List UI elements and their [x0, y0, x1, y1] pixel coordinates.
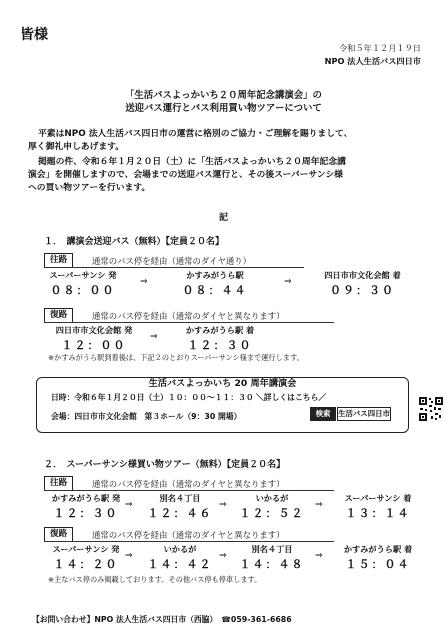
s2-ret-time-4: １５：０４: [345, 558, 411, 571]
para1-line2: 厚く御礼申しあげます。: [28, 142, 125, 152]
s2-out-stop-2: 別名４丁目: [159, 493, 201, 503]
s2-ret-stop-2: いかるが: [163, 544, 197, 554]
s2-out-time-2: １２：４６: [147, 507, 213, 520]
section1-heading: １． 講演会送迎バス（無料）【定員２０名】: [44, 237, 225, 247]
search-term-box[interactable]: 生活バス四日市: [337, 407, 391, 421]
event-details-link[interactable]: ＼詳しくはこちら／: [256, 393, 327, 402]
para2-line2: 演会」を開催しますので、会場までの送迎バス運行と、その後スーパーサンシ様: [28, 170, 343, 180]
s2-outbound-note: 通常のバス停を経由（通常のダイヤと異なります）: [92, 479, 285, 489]
s2-outbound-rule: [44, 490, 334, 491]
salutation: 皆様: [20, 27, 48, 43]
s1-out-stop-3: 四日市市文化会館 着: [324, 270, 401, 280]
s2-outbound-label: 往路: [44, 476, 73, 491]
event-datetime: 日時：令和６年１月２０日（土）１０：００～１１：３０: [51, 393, 254, 402]
contact-info: 【お問い合わせ】NPO 法人生活バス四日市（西脇） ☎059-361-6686: [32, 615, 292, 624]
s2-out-stop-4: スーパーサンシ 着: [344, 493, 412, 503]
s2-return-label: 復路: [44, 527, 73, 542]
arrow-right-icon: ⇒: [284, 277, 292, 287]
s1-out-time-2: ０８：４４: [182, 284, 248, 297]
s2-ret-time-1: １４：２０: [53, 558, 119, 571]
para2-line3: への買い物ツアーを行います。: [28, 183, 151, 193]
issue-date: 令和５年１２月１９日: [339, 43, 421, 53]
arrow-right-icon: ⇒: [150, 332, 158, 342]
arrow-right-icon: ⇒: [140, 277, 148, 287]
arrow-right-icon: ⇒: [315, 551, 323, 561]
s1-ret-time-1: １２：００: [61, 339, 127, 352]
arrow-right-icon: ⇒: [219, 551, 227, 561]
title-line-1: 「生活バスよっかいち２０周年記念講演会」の: [125, 90, 322, 101]
s2-return-note: 通常のバス停を経由（通常のダイヤと異なります）: [92, 530, 285, 540]
s2-return-rule: [44, 541, 334, 542]
qr-code-icon[interactable]: [418, 396, 444, 422]
s2-out-stop-1: かすみがうら駅 発: [51, 493, 121, 503]
s1-out-stop-1: スーパーサンシ 発: [49, 270, 117, 280]
s1-out-time-1: ０８：００: [50, 284, 116, 297]
s2-footnote: ※主なバス停のみ掲載しております。その他バス停も停車します。: [48, 575, 262, 584]
para1-line1: 平素はNPO 法人生活バス四日市の運営に格別のご協力・ご理解を賜りまして、: [38, 129, 353, 139]
event-title: 生活バスよっかいち 20 周年講演会: [37, 371, 408, 390]
para2-line1: 掲題の件、令和６年１月２０日（土）に「生活バスよっかいち２０周年記念講: [38, 157, 346, 167]
arrow-right-icon: ⇒: [315, 500, 323, 510]
s2-out-time-1: １２：３０: [53, 507, 119, 520]
s2-ret-stop-4: かすみがうら駅 着: [343, 544, 413, 554]
s1-return-note: 通常のバス停を経由（通常のダイヤと異なります）: [92, 311, 285, 321]
s2-ret-stop-1: スーパーサンシ 発: [52, 544, 120, 554]
arrow-right-icon: ⇒: [219, 500, 227, 510]
s1-outbound-note: 通常のバス停を経由（通常のダイヤ通り）: [92, 256, 251, 266]
s1-out-time-3: ０９：３０: [330, 284, 395, 297]
s1-return-rule: [44, 322, 334, 323]
s2-out-time-4: １３：１４: [345, 507, 411, 520]
arrow-right-icon: ⇒: [125, 500, 133, 510]
section2-heading: ２． スーパーサンシ様買い物ツアー（無料）【定員２０名】: [44, 460, 286, 470]
event-venue: 会場：四日市市文化会館 第３ホール（9：30 開場）: [51, 412, 242, 421]
s1-footnote: ※かすみがうら駅到着後は、下記２のとおりスーパーサンシ様まで運行します。: [48, 353, 304, 362]
s1-out-stop-2: かすみがうら駅: [186, 270, 244, 280]
s2-out-stop-3: いかるが: [255, 493, 289, 503]
s2-ret-stop-3: 別名４丁目: [251, 544, 293, 554]
search-button[interactable]: 検索: [310, 407, 336, 421]
s1-outbound-label: 往路: [44, 253, 73, 268]
s2-out-time-3: １２：５２: [239, 507, 305, 520]
s1-ret-stop-2: かすみがうら駅 着: [185, 325, 255, 335]
s1-ret-stop-1: 四日市市文化会館 発: [55, 325, 133, 335]
s1-ret-time-2: １２：３０: [187, 339, 253, 352]
greeting-paragraph: [28, 128, 420, 154]
announcement-paragraph: [28, 156, 420, 195]
organization: NPO 法人生活バス四日市: [324, 56, 421, 66]
event-box: [36, 377, 409, 433]
s2-ret-time-2: １４：４２: [147, 558, 213, 571]
ki-heading: 記: [218, 213, 228, 223]
s1-return-label: 復路: [44, 308, 73, 323]
s1-outbound-rule: [44, 267, 304, 268]
title-line-2: 送迎バス運行とバス利用買い物ツアーについて: [125, 103, 322, 114]
s2-ret-time-3: １４：４８: [239, 558, 305, 571]
arrow-right-icon: ⇒: [125, 551, 133, 561]
